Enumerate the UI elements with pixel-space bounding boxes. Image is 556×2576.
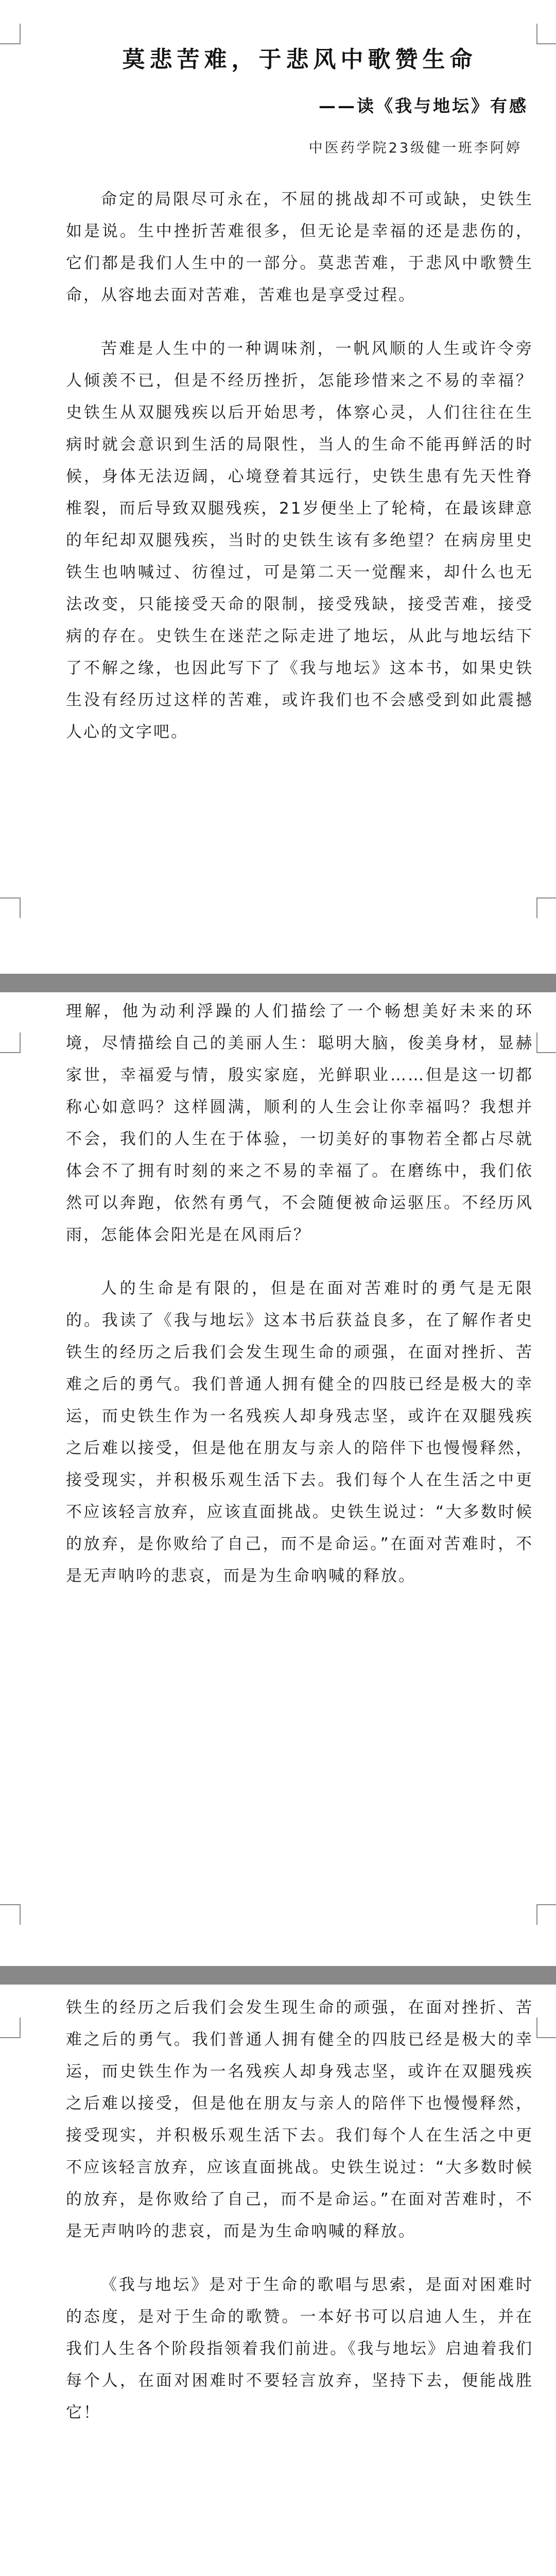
page-2-body xyxy=(66,1002,533,1614)
document-subtitle: ——读《我与地坛》有感 xyxy=(319,96,528,116)
page-corner-mark xyxy=(536,1032,556,1053)
paragraph-4-continued: 铁生的经历之后我们会发生现生命的顽强，在面对挫折、苦难之后的勇气。我们普通人拥有健全的四肢已经是极大的幸运，而史铁生作为一名残疾人却身残志坚，或许在双腿残疾之后难以接受，但是他在朋友与亲人的陪伴下也慢慢释然，接受现实，并积极乐观生活下去。我们每个人在生活之中更不应该轻言放弃，应该直面挑战。史铁生说过：“大多数时候的放弃，是你败给了自己，而不是命运。”在面对苦难时，不是无声呐吟的悲哀，而是为生命吶喊的释放。 xyxy=(66,1998,533,2241)
page-corner-mark xyxy=(0,2018,21,2038)
page-1-body xyxy=(66,44,533,748)
page-corner-mark xyxy=(536,24,556,44)
document-title: 莫悲苦难，于悲风中歌赞生命 xyxy=(122,46,477,73)
page-corner-mark xyxy=(0,1904,21,1925)
paragraph-5: 《我与地坛》是对于生命的歌唱与思索，是面对困难时的态度，是对于生命的歌赞。一本好书可以启迪人生，并在我们人生各个阶段指领着我们前进。《我与地坛》启迪着我们每个人，在面对困难时不要轻言放弃，坚持下去，便能战胜它！ xyxy=(66,2276,533,2422)
paragraph-1: 命定的局限尽可永在，不屈的挑战却不可或缺，史铁生如是说。生中挫折苦难很多，但无论是幸福的还是悲伤的，它们都是我们人生中的一部分。莫悲苦难，于悲风中歌赞生命，从容地去面对苦难，苦难也是享受过程。 xyxy=(66,190,533,304)
page-2 xyxy=(0,992,556,1966)
page-corner-mark xyxy=(0,24,21,44)
page-corner-mark xyxy=(536,2018,556,2038)
page-1 xyxy=(0,0,556,974)
paragraph-4: 人的生命是有限的，但是在面对苦难时的勇气是无限的。我读了《我与地坛》这本书后获益良多，在了解作者史铁生的经历之后我们会发生现生命的顽强，在面对挫折、苦难之后的勇气。我们普通人拥有健全的四肢已经是极大的幸运，而史铁生作为一名残疾人却身残志坚，或许在双腿残疾之后难以接受，但是他在朋友与亲人的陪伴下也慢慢释然，接受现实，并积极乐观生活下去。我们每个人在生活之中更不应该轻言放弃，应该直面挑战。史铁生说过：“大多数时候的放弃，是你败给了自己，而不是命运。”在面对苦难时，不是无声呐吟的悲哀，而是为生命吶喊的释放。 xyxy=(66,1279,533,1585)
page-corner-mark xyxy=(536,897,556,918)
page-3 xyxy=(0,1985,556,2576)
document-author: 中医药学院23级健一班李阿婷 xyxy=(308,140,522,156)
page-3-body xyxy=(66,1998,533,2450)
page-corner-mark xyxy=(0,897,21,918)
paragraph-3: 理解，他为动利浮躁的人们描绘了一个畅想美好未来的环境，尽情描绘自己的美丽人生：聪明大脑，俊美身材，显赫家世，幸福爱与情，殷实家庭，光鲜职业……但是这一切都称心如意吗？这样圆满，顺利的人生会让你幸福吗？我想并不会，我们的人生在于体验，一切美好的事物若全都占尽就体会不了拥有时刻的来之不易的幸福了。在磨练中，我们依然可以奔跑，依然有勇气，不会随便被命运驱压。不经历风雨，怎能体会阳光是在风雨后？ xyxy=(66,1002,533,1244)
page-corner-mark xyxy=(536,1904,556,1925)
page-corner-mark xyxy=(0,1032,21,1053)
paragraph-2: 苦难是人生中的一种调味剂，一帆风顺的人生或许令旁人倾羡不已，但是不经历挫折，怎能珍惜来之不易的幸福？史铁生从双腿残疾以后开始思考，体察心灵，人们往往在生病时就会意识到生活的局限性，当人的生命不能再鲜活的时候，身体无法迈阔，心境登着其远行，史铁生患有先天性脊椎裂，而后导致双腿残疾，21岁便坐上了轮椅，在最该肆意的年纪却双腿残疾，当时的史铁生该有多绝望？在病房里史铁生也呐喊过、彷徨过，可是第二天一觉醒来，却什么也无法改变，只能接受天命的限制，接受残缺，接受苦难，接受病的存在。史铁生在迷茫之际走进了地坛，从此与地坛结下了不解之缘，也因此写下了《我与地坛》这本书，如果史铁生没有经历过这样的苦难，或许我们也不会感受到如此震撼人心的文字吧。 xyxy=(66,340,533,741)
